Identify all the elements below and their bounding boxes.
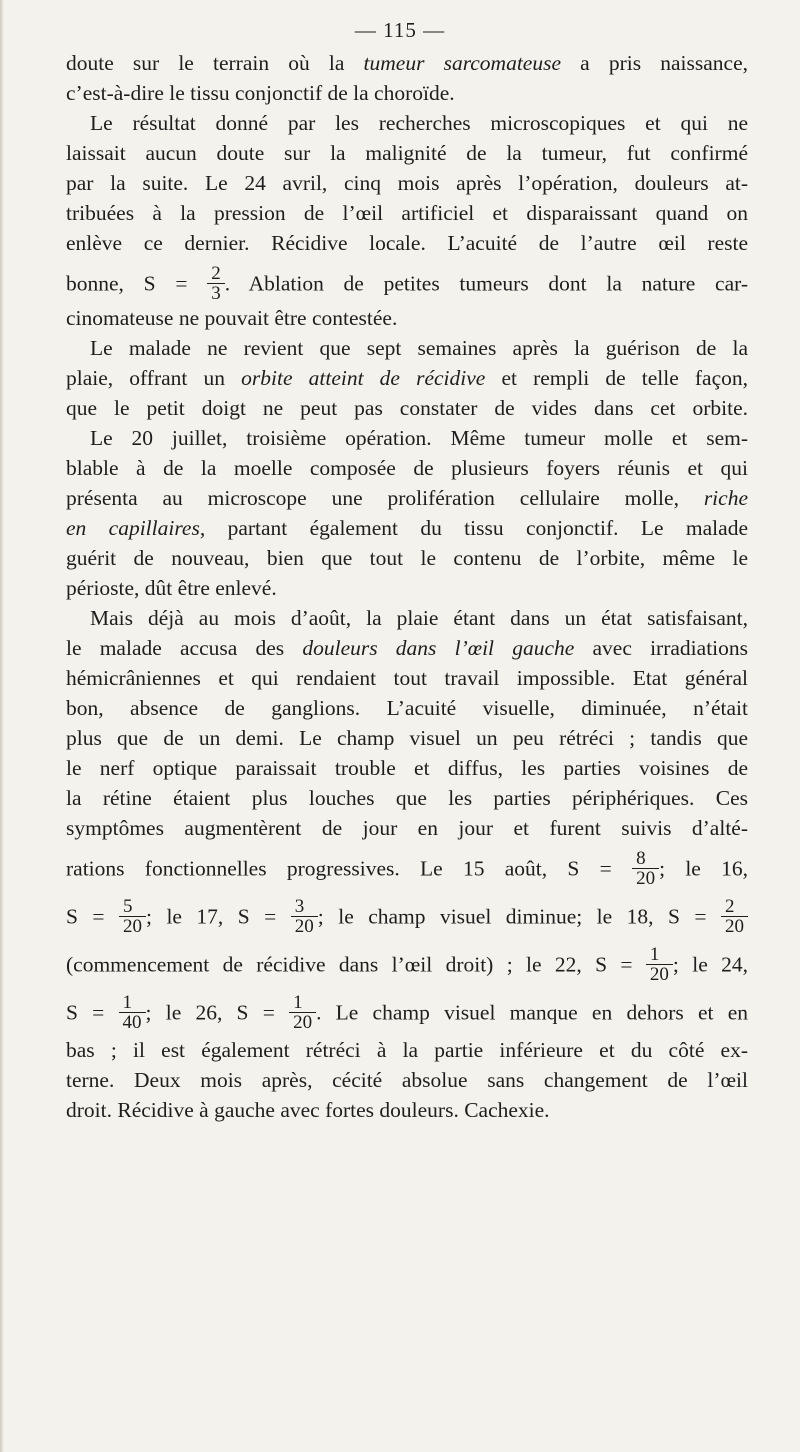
fraction-denominator: 20 xyxy=(721,916,748,936)
fraction-numerator: 1 xyxy=(122,992,133,1013)
text-segment: le malade accusa des xyxy=(66,636,303,660)
text-segment: S = xyxy=(66,1000,105,1025)
text-segment: bonne, S = xyxy=(66,271,188,296)
text-line: guérit de nouveau, bien que tout le contenu de l’orbite, même le xyxy=(66,546,748,570)
fraction-numerator: 2 xyxy=(211,263,221,284)
text-segment: avec irradiations xyxy=(574,636,749,660)
italic-text: en capillaires xyxy=(66,516,200,540)
fraction-denominator: 20 xyxy=(646,964,673,984)
text-line xyxy=(66,513,748,543)
text-line: le nerf optique paraissait trouble et diffus, les parties voisines de xyxy=(66,756,748,780)
text-segment: , partant également du tissu conjonctif. Le malade xyxy=(199,516,748,540)
text-segment: rations fonctionnelles progressives. Le 15 août, S = xyxy=(66,856,612,881)
text-segment: plaie, offrant un xyxy=(66,366,242,390)
text-line: hémicrâniennes et qui rendaient tout travail impossible. Etat général xyxy=(66,666,748,690)
italic-text: orbite atteint de récidive xyxy=(241,366,486,390)
text-line xyxy=(66,483,748,513)
fraction xyxy=(207,264,225,303)
text-line: que le petit doigt ne peut pas constater de vides dans cet orbite. xyxy=(66,396,748,420)
fraction-numerator: 1 xyxy=(649,944,660,965)
text-line: enlève ce dernier. Récidive locale. L’acuité de l’autre œil reste xyxy=(66,231,748,255)
text-segment: . Ablation de petites tumeurs dont la nature car- xyxy=(224,271,749,296)
text-line: Le 20 juillet, troisième opération. Même tumeur molle et sem- xyxy=(90,426,748,450)
text-line xyxy=(66,363,748,393)
fraction-numerator: 1 xyxy=(293,992,303,1013)
text-segment: et rempli de telle façon, xyxy=(485,366,748,390)
text-line: Le résultat donné par les recherches microscopiques et qui ne xyxy=(90,111,748,135)
text-line: la rétine étaient plus louches que les parties périphériques. Ces xyxy=(66,786,748,810)
text-line: symptômes augmentèrent de jour en jour et furent suivis d’alté- xyxy=(66,816,748,840)
fraction-numerator: 2 xyxy=(725,896,735,917)
text-line xyxy=(66,48,748,78)
fraction-denominator: 40 xyxy=(119,1012,146,1032)
fraction-denominator: 20 xyxy=(289,1012,316,1032)
text-segment: ; le champ visuel diminue; le 18, S = xyxy=(317,904,707,929)
text-line: bas ; il est également rétréci à la partie inférieure et du côté ex- xyxy=(66,1038,748,1062)
fraction xyxy=(646,945,673,984)
text-line: bon, absence de ganglions. L’acuité visuelle, diminuée, n’était xyxy=(66,696,748,720)
text-line xyxy=(66,896,748,938)
text-segment: ; le 16, xyxy=(659,856,748,881)
text-line xyxy=(66,633,748,663)
page-number: — 115 — xyxy=(354,18,446,42)
fraction xyxy=(721,897,748,936)
text-line: laissait aucun doute sur la malignité de la tumeur, fut confirmé xyxy=(66,141,748,165)
text-line: Le malade ne revient que sept semaines après la guérison de la xyxy=(90,336,748,360)
fraction-denominator: 20 xyxy=(119,916,146,936)
text-line: tribuées à la pression de l’œil artificiel et disparaissant quand on xyxy=(66,201,748,225)
fraction xyxy=(291,897,318,936)
fraction-denominator: 3 xyxy=(207,283,225,303)
text-line xyxy=(66,992,749,1034)
page-edge-shadow xyxy=(0,0,4,1452)
italic-text: douleurs dans l’œil gauche xyxy=(302,636,575,660)
fraction xyxy=(119,993,146,1032)
fraction-numerator: 5 xyxy=(123,896,133,917)
fraction-denominator: 20 xyxy=(632,868,659,888)
text-line: plus que de un demi. Le champ visuel un peu rétréci ; tandis que xyxy=(66,726,748,750)
fraction-denominator: 20 xyxy=(291,916,318,936)
text-segment: a pris naissance, xyxy=(561,51,748,75)
fraction-numerator: 3 xyxy=(294,896,305,917)
text-segment: . Le champ visuel manque en dehors et en xyxy=(316,1000,749,1025)
text-segment: ; le 24, xyxy=(672,952,748,977)
text-line xyxy=(66,263,749,305)
italic-text: tumeur sarcomateuse xyxy=(363,51,562,75)
text-line: c’est-à-dire le tissu conjonctif de la choroïde. xyxy=(66,81,455,105)
text-line: par la suite. Le 24 avril, cinq mois après l’opération, douleurs at- xyxy=(66,171,748,195)
text-line: périoste, dût être enlevé. xyxy=(66,576,277,600)
text-segment: (commencement de récidive dans l’œil droit) ; le 22, S = xyxy=(66,952,633,977)
text-line: droit. Récidive à gauche avec fortes douleurs. Cachexie. xyxy=(66,1098,550,1122)
text-line: terne. Deux mois après, cécité absolue sans changement de l’œil xyxy=(66,1068,748,1092)
fraction xyxy=(289,993,316,1032)
fraction-numerator: 8 xyxy=(636,848,646,869)
text-line: Mais déjà au mois d’août, la plaie étant dans un état satisfaisant, xyxy=(90,606,748,630)
italic-text: riche xyxy=(703,486,748,510)
text-line xyxy=(66,848,748,890)
text-line: blable à de la moelle composée de plusieurs foyers réunis et qui xyxy=(66,456,748,480)
text-segment: présenta au microscope une prolifération cellulaire molle, xyxy=(66,486,704,510)
text-segment: S = xyxy=(66,904,105,929)
text-segment: doute sur le terrain où la xyxy=(66,51,364,75)
text-segment: ; le 17, S = xyxy=(146,904,277,929)
fraction xyxy=(119,897,146,936)
text-segment: ; le 26, S = xyxy=(145,1000,275,1025)
text-line: cinomateuse ne pouvait être contestée. xyxy=(66,306,398,330)
text-line xyxy=(66,944,748,986)
fraction xyxy=(632,849,659,888)
